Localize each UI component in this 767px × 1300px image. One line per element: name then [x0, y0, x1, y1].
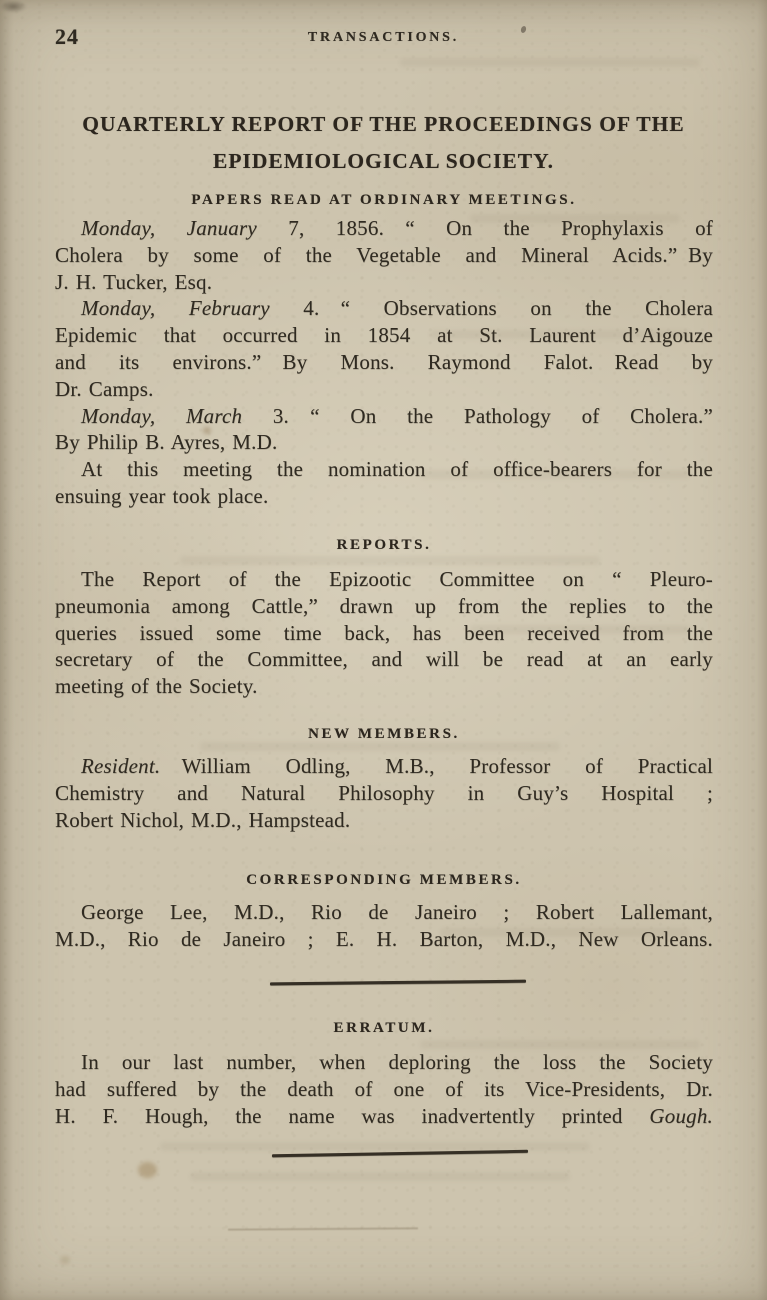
bleed-mark — [190, 1172, 570, 1181]
text-run: M.D., Rio de Janeiro ; E. H. Barton, M.D., New Orleans. — [55, 926, 713, 951]
report-title-line-2: EPIDEMIOLOGICAL SOCIETY. — [212, 149, 554, 173]
text-run-italic: Monday, January — [81, 216, 257, 240]
bleed-mark — [400, 58, 700, 67]
section-heading-corresponding-members: CORRESPONDING MEMBERS. — [246, 872, 522, 888]
paragraph-january-meeting — [55, 215, 713, 295]
text-line — [55, 899, 713, 926]
text-line — [55, 242, 713, 269]
text-run-italic: Monday, March — [81, 403, 243, 428]
erratum-body — [55, 1049, 713, 1129]
text-run: Dr. Camps. — [55, 376, 154, 401]
bleed-mark — [440, 928, 690, 937]
text-line — [55, 1049, 713, 1076]
corresponding-members-body — [55, 899, 713, 953]
text-run: Robert Nichol, M.D., Hampstead. — [55, 807, 351, 832]
text-line — [55, 780, 713, 807]
new-members-body — [55, 753, 713, 833]
text-run-italic: Gough. — [649, 1103, 713, 1128]
text-line — [55, 807, 713, 834]
running-head: TRANSACTIONS. — [307, 30, 460, 45]
bleed-mark — [470, 214, 680, 223]
text-line — [55, 673, 713, 700]
text-run: Chemistry and Natural Philosophy in Guy’s Hospital ; — [55, 780, 713, 805]
text-line — [55, 566, 713, 593]
paper-stain — [60, 1256, 70, 1264]
text-run: 4. “ Observations on the Cholera — [269, 296, 713, 321]
text-run: Cholera by some of the Vegetable and Mineral Acids.” By — [55, 242, 713, 267]
text-run: J. H. Tucker, Esq. — [55, 269, 213, 294]
text-run: William Odling, M.B., Professor of Practical — [160, 754, 713, 778]
paper-stain — [138, 1162, 157, 1178]
text-line — [55, 376, 713, 403]
bleed-mark — [470, 625, 690, 634]
text-line — [55, 1103, 713, 1130]
paragraph-erratum — [55, 1049, 713, 1129]
text-run: secretary of the Committee, and will be read at an early — [55, 647, 713, 672]
bleed-mark — [420, 470, 690, 479]
text-run: had suffered by the death of one of its Vice-Presidents, Dr. — [55, 1076, 713, 1101]
section-heading-reports: REPORTS. — [336, 537, 432, 553]
paper-stain — [203, 427, 211, 434]
text-line — [55, 593, 713, 620]
text-run: meeting of the Society. — [55, 674, 258, 699]
paragraph-february-meeting — [55, 295, 713, 402]
papers-body — [55, 215, 713, 510]
text-line — [55, 1076, 713, 1103]
text-run: ensuing year took place. — [55, 483, 269, 508]
text-run: H. F. Hough, the name was inadvertently printed — [55, 1103, 650, 1128]
text-run: By Philip B. Ayres, M.D. — [55, 430, 278, 455]
text-line — [55, 349, 713, 376]
paragraph-resident-members — [55, 753, 713, 833]
ink-smudge — [0, 0, 27, 13]
bleed-mark — [180, 556, 600, 565]
report-title-line-1: QUARTERLY REPORT OF THE PROCEEDINGS OF THE — [82, 112, 685, 136]
bleed-mark — [430, 330, 690, 339]
text-line — [55, 269, 713, 296]
paragraph-corresponding-members — [55, 899, 713, 953]
divider-rule — [270, 980, 526, 985]
text-line — [55, 483, 713, 510]
text-run: The Report of the Epizootic Committee on “ Pleuro- — [81, 567, 713, 591]
text-run: 3. “ On the Pathology of Cholera.” — [242, 403, 713, 428]
text-run: At this meeting the nomination of office-bearers for the — [81, 457, 713, 482]
text-line — [55, 295, 713, 322]
section-heading-papers: PAPERS READ AT ORDINARY MEETINGS. — [191, 192, 577, 208]
text-line — [55, 403, 713, 430]
report-title — [0, 106, 767, 180]
bleed-mark — [420, 1040, 700, 1049]
text-run: queries issued some time back, has been received from the — [55, 620, 713, 645]
paragraph-march-meeting — [55, 403, 713, 457]
text-run-italic: Monday, February — [81, 296, 270, 321]
bleed-mark — [200, 742, 560, 751]
text-run: In our last number, when deploring the loss the Society — [81, 1050, 713, 1074]
page-number: 24 — [55, 24, 79, 49]
text-line — [55, 753, 713, 780]
text-run: Epidemic that occurred in 1854 at St. Laurent d’Aigouze — [55, 323, 713, 348]
section-heading-new-members: NEW MEMBERS. — [308, 726, 460, 742]
text-run: pneumonia among Cattle,” drawn up from the replies to the — [55, 593, 713, 618]
bleed-mark — [160, 1142, 590, 1151]
paragraph-nomination — [55, 456, 713, 510]
text-run-italic: Resident. — [81, 754, 161, 778]
bleed-through-rule — [228, 1227, 418, 1230]
text-run: and its environs.” By Mons. Raymond Falot. Read by — [55, 349, 713, 374]
text-run: George Lee, M.D., Rio de Janeiro ; Robert Lallemant, — [81, 900, 713, 924]
text-run: 7, 1856. “ On the Prophylaxis of — [256, 216, 713, 240]
text-line — [55, 646, 713, 673]
section-heading-erratum: ERRATUM. — [333, 1020, 435, 1036]
text-line — [55, 429, 713, 456]
